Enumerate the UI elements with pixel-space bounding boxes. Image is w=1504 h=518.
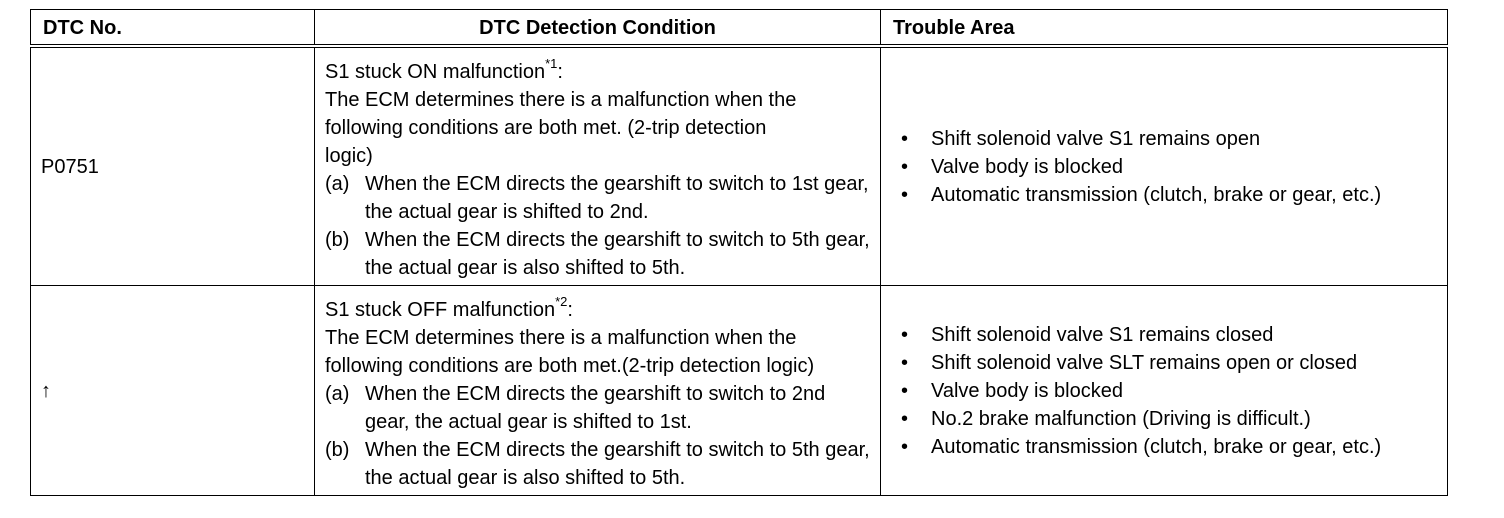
condition-item: [325, 226, 870, 282]
condition-intro-line: The ECM determines there is a malfunction when the: [325, 88, 797, 111]
list-item: • Shift solenoid valve S1 remains open: [891, 125, 1437, 153]
trouble-area-cell: [881, 46, 1448, 286]
list-item: • Automatic transmission (clutch, brake or gear, etc.): [891, 433, 1437, 461]
condition-item: [325, 436, 870, 492]
detection-condition-cell: [315, 286, 881, 496]
bullet-icon: •: [901, 435, 909, 458]
list-item: • Shift solenoid valve S1 remains closed: [891, 321, 1437, 349]
condition-item: [325, 170, 870, 226]
bullet-icon: •: [901, 407, 909, 430]
footnote-marker: *2: [555, 293, 568, 309]
list-item: • Valve body is blocked: [891, 153, 1437, 181]
list-item: • Valve body is blocked: [891, 377, 1437, 405]
list-item: • Automatic transmission (clutch, brake or gear, etc.): [891, 181, 1437, 209]
condition-intro-line: following conditions are both met. (2-trip detection: [325, 116, 767, 139]
footnote-marker: *1: [545, 55, 558, 71]
detection-condition-cell: [315, 46, 881, 286]
bullet-icon: •: [901, 127, 909, 150]
table-row: [31, 286, 1448, 496]
condition-title: S1 stuck ON malfunction$^{*1}$:: [325, 55, 563, 83]
dtc-code: ↑: [31, 286, 315, 496]
condition-item-tag: (b): [325, 438, 350, 461]
dtc-table: [30, 9, 1448, 496]
condition-item-tag: (a): [325, 382, 350, 405]
condition-intro-line: logic): [325, 144, 373, 167]
list-item: • No.2 brake malfunction (Driving is difficult.): [891, 405, 1437, 433]
header-trouble-area: Trouble Area: [881, 10, 1448, 47]
condition-item-tag: (a): [325, 172, 350, 195]
condition-item-text: When the ECM directs the gearshift to switch to 5th gear, the actual gear is also shifted to 5th.: [365, 438, 870, 489]
bullet-icon: •: [901, 351, 909, 374]
condition-intro-line: following conditions are both met.(2-trip detection logic): [325, 354, 815, 377]
condition-item-tag: (b): [325, 228, 350, 251]
list-item: • Shift solenoid valve SLT remains open or closed: [891, 349, 1437, 377]
table-header-row: [31, 10, 1448, 47]
header-detection-condition: DTC Detection Condition: [315, 10, 881, 47]
dtc-code: P0751: [31, 46, 315, 286]
bullet-icon: •: [901, 323, 909, 346]
condition-item-text: When the ECM directs the gearshift to switch to 2nd gear, the actual gear is shifted to 1st.: [365, 382, 826, 433]
condition-item: [325, 380, 870, 436]
trouble-area-list: [891, 321, 1437, 461]
condition-intro-line: The ECM determines there is a malfunction when the: [325, 326, 797, 349]
bullet-icon: •: [901, 379, 909, 402]
condition-item-text: When the ECM directs the gearshift to switch to 5th gear, the actual gear is also shifted to 5th.: [365, 228, 870, 279]
trouble-area-cell: [881, 286, 1448, 496]
condition-title: S1 stuck OFF malfunction$^{*2}$:: [325, 293, 573, 321]
trouble-area-list: [891, 125, 1437, 209]
bullet-icon: •: [901, 183, 909, 206]
condition-item-text: When the ECM directs the gearshift to switch to 1st gear, the actual gear is shifted to 2nd.: [365, 172, 869, 223]
header-dtc-no: DTC No.: [31, 10, 315, 47]
bullet-icon: •: [901, 155, 909, 178]
table-row: [31, 46, 1448, 286]
